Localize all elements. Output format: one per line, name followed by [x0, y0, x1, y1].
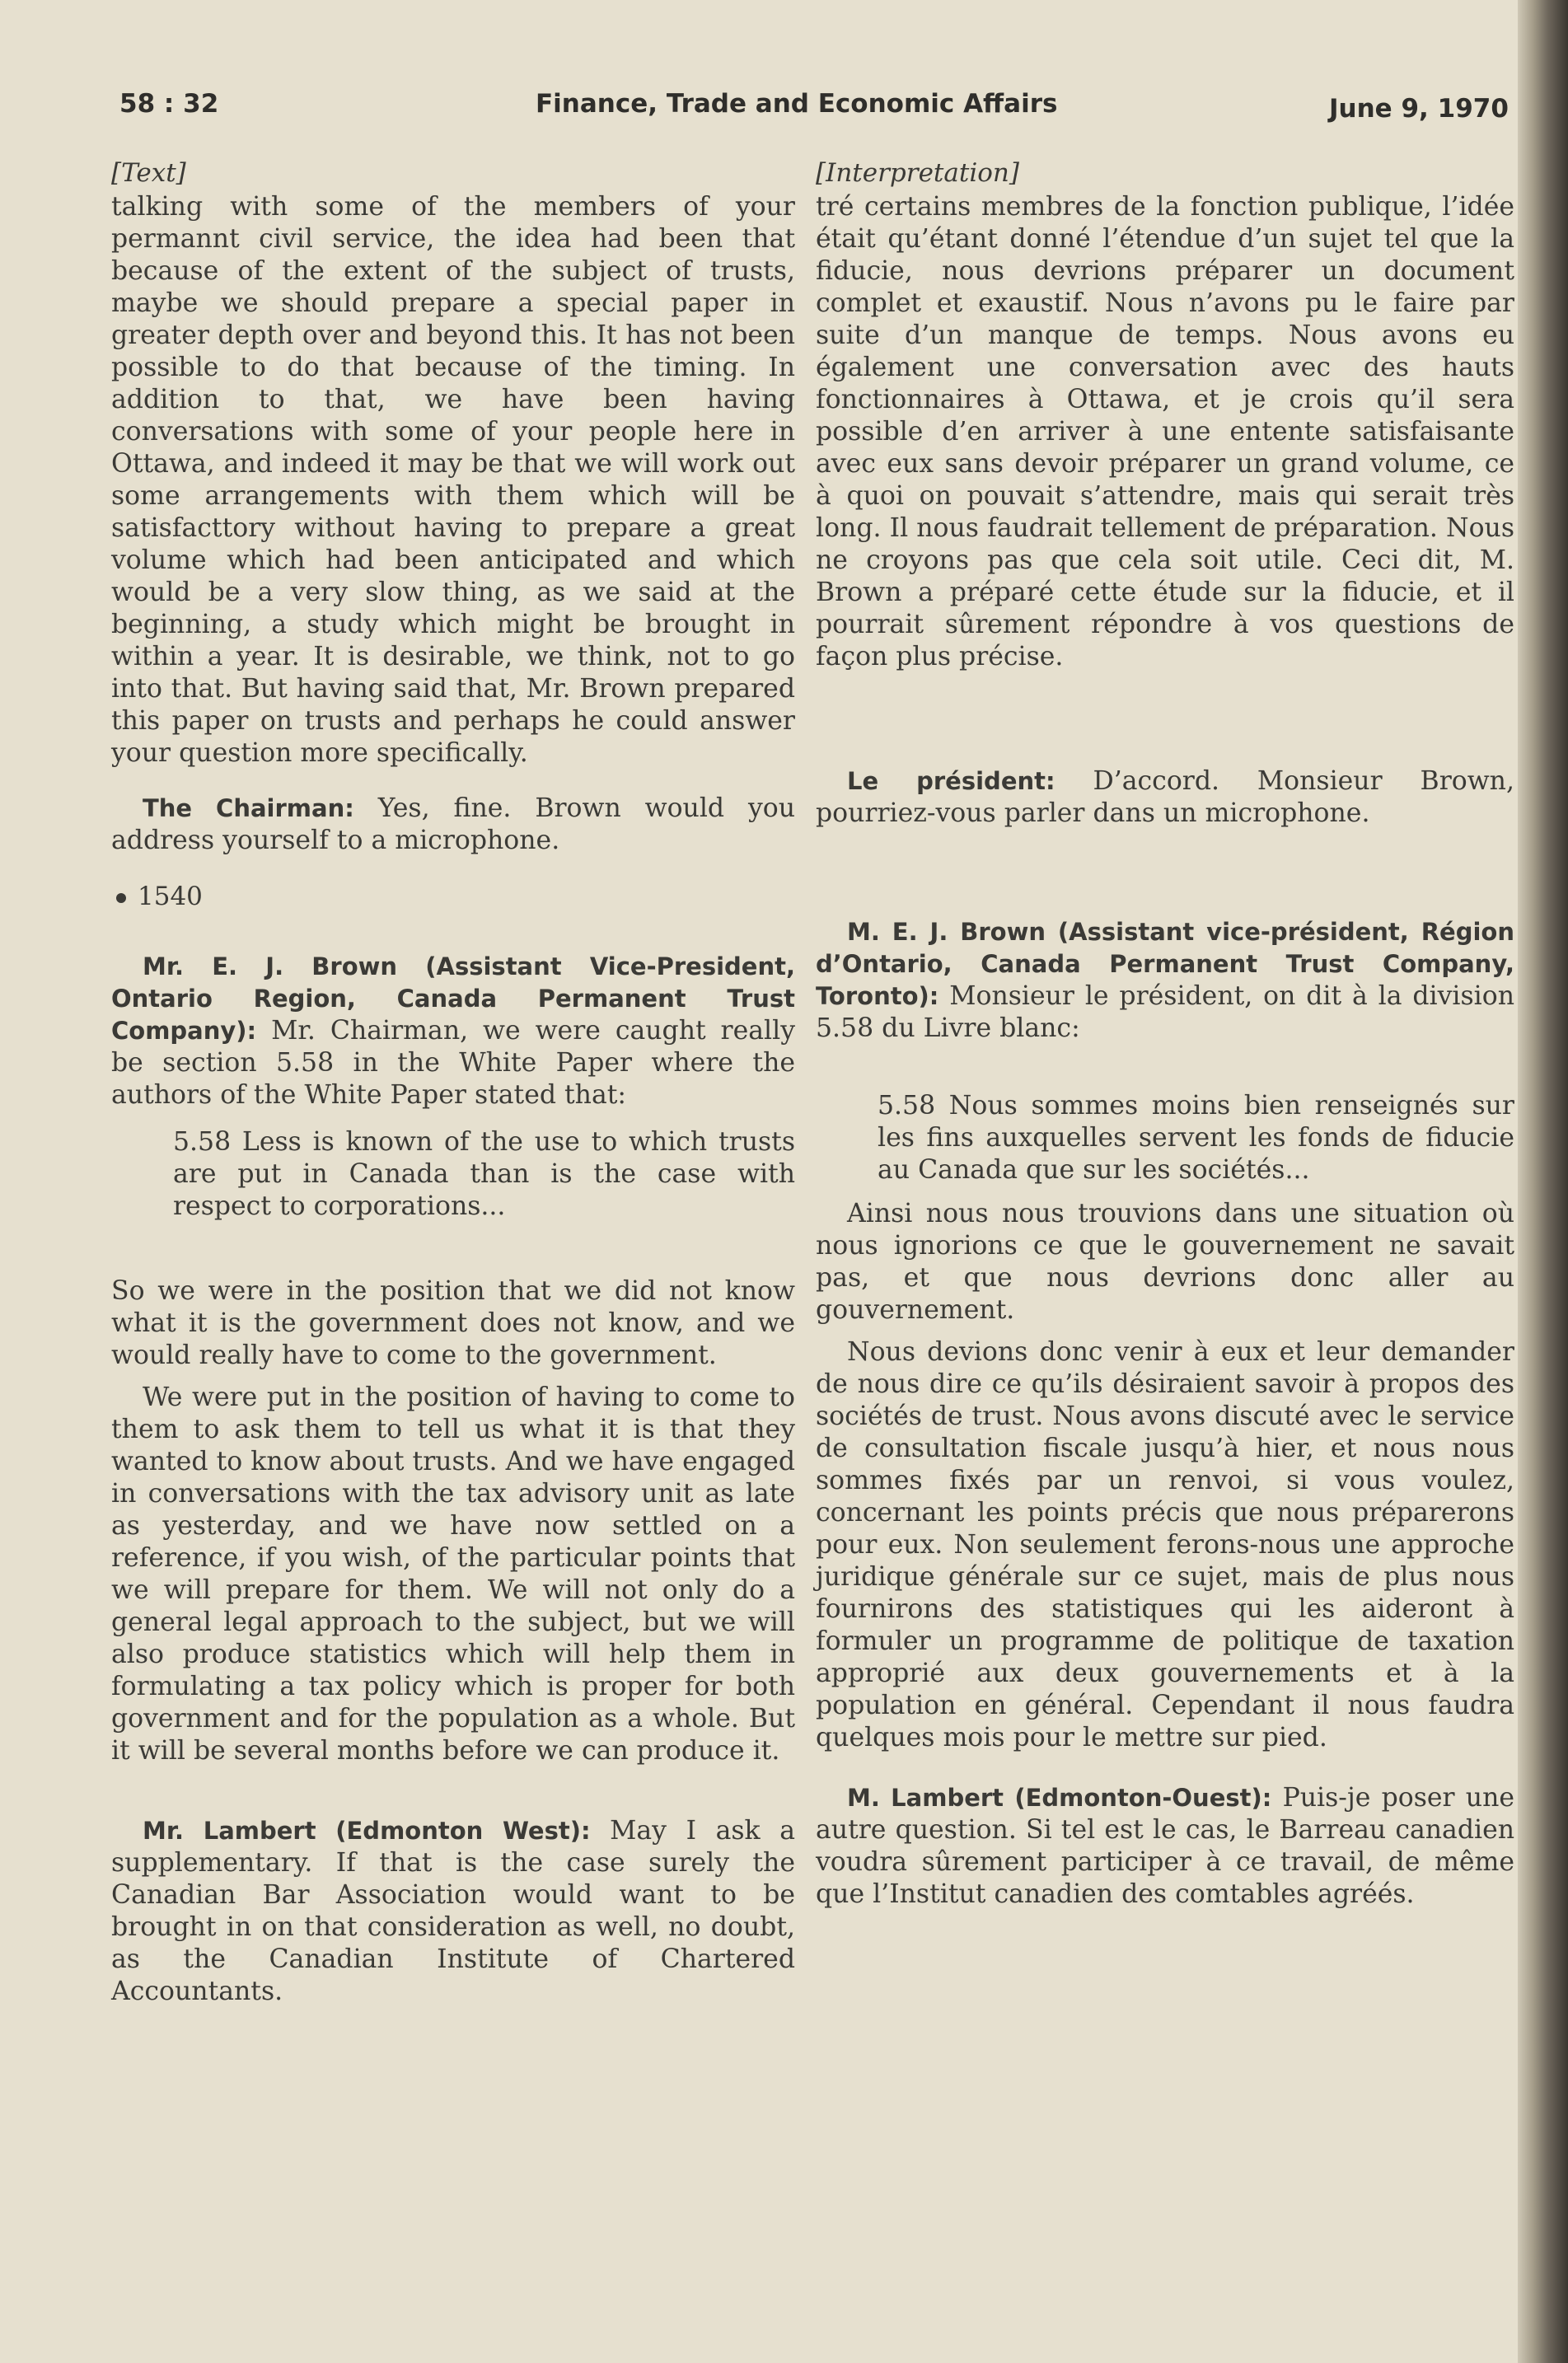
text-label: [Text] — [111, 158, 186, 188]
lambert-statement — [816, 1782, 1514, 1911]
statement-text: Yes, fine. Brown would you address yourself to a microphone. — [111, 793, 795, 855]
interpretation-label: [Interpretation] — [816, 158, 1019, 188]
page-date: June 9, 1970 — [1329, 94, 1509, 124]
time-marker — [111, 880, 795, 913]
chairman-statement — [111, 793, 795, 857]
speaker-name: The Chairman: — [143, 794, 354, 822]
speaker-name: Mr. Lambert (Edmonton West): — [143, 1817, 591, 1845]
running-title: Finance, Trade and Economic Affairs — [536, 89, 1058, 119]
speaker-name: M. E. J. Brown (Assistant vice-président, Région d’Ontario, Canada Permanent Trust Company, Toronto): — [816, 918, 1514, 1010]
speaker-name: Le président: — [847, 767, 1055, 795]
paragraph: Nous devions donc venir à eux et leur demander de nous dire ce qu’ils désiraient savoir à propos des sociétés de trust. Nous avons discuté avec le service de consultation fiscale jusqu’à hier, et nous nous sommes fixés par un renvoi, si vous voulez, concernant les points précis que nous préparerons pour eux. Non seulement ferons-nous une approche juridique générale sur ce sujet, mais de plus nous fournirons des statistiques qui les aideront à formuler un programme de politique de taxation approprié aux deux gouvernements et à la population en général. Cependant il nous faudra quelques mois pour le mettre sur pied. — [816, 1337, 1514, 1752]
brown-statement — [111, 951, 795, 1111]
statement-text: Mr. Chairman, we were caught really be section 5.58 in the White Paper where the authors of the White Paper stated that: — [111, 1016, 795, 1110]
statement-text: Monsieur le président, on dit à la division 5.58 du Livre blanc: — [816, 981, 1514, 1043]
statement-text: Puis-je poser une autre question. Si tel est le cas, le Barreau canadien voudra sûrement participer à ce travail, de même que l’Institut canadien des comtables agréés. — [816, 1783, 1514, 1909]
english-column — [111, 157, 795, 2008]
chairman-statement — [816, 765, 1514, 830]
time-marker-text: 1540 — [138, 882, 203, 911]
french-column — [816, 157, 1514, 1911]
white-paper-quote: 5.58 Nous sommes moins bien renseignés sur les fins auxquelles servent les fonds de fiducie au Canada que sur les sociétés... — [878, 1091, 1514, 1185]
bullet-icon — [116, 893, 126, 903]
paragraph: Ainsi nous nous trouvions dans une situation où nous ignorions ce que le gouvernement ne savait pas, et que nous devrions donc aller au gouvernement. — [816, 1199, 1514, 1325]
lambert-statement — [111, 1815, 795, 2008]
speaker-name: M. Lambert (Edmonton-Ouest): — [847, 1784, 1272, 1812]
speaker-name: Mr. E. J. Brown (Assistant Vice-President, Ontario Region, Canada Permanent Trust Company): — [111, 952, 795, 1045]
statement-text: May I ask a supplementary. If that is the case surely the Canadian Bar Association would want to be brought in on that consideration as well, no doubt, as the Canadian Institute of Chartered Accountants. — [111, 1816, 796, 2006]
white-paper-quote: 5.58 Less is known of the use to which trusts are put in Canada than is the case with respect to corporations... — [173, 1127, 795, 1221]
opening-paragraph: talking with some of the members of your permannt civil service, the idea had been that because of the extent of the subject of trusts, maybe we should prepare a special paper in greater depth over and beyond this. It has not been possible to do that because of the timing. In addition to that, we have been having conversations with some of your people here in Ottawa, and indeed it may be that we will work out some arrangements with them which will be satisfacttory without having to prepare a great volume which had been anticipated and which would be a very slow thing, as we said at the beginning, a study which might be brought in within a year. It is desirable, we think, not to go into that. But having said that, Mr. Brown prepared this paper on trusts and perhaps he could answer your question more specifically. — [111, 192, 795, 768]
paragraph: We were put in the position of having to come to them to ask them to tell us what it is that they wanted to know about trusts. And we have engaged in conversations with the tax advisory unit as late as yesterday, and we have now settled on a reference, if you wish, of the particular points that we will prepare for them. We will not only do a general legal approach to the subject, but we will also produce statistics which will help them in formulating a tax policy which is proper for both government and for the population as a whole. But it will be several months before we can produce it. — [111, 1383, 795, 1766]
page-header — [0, 89, 1568, 130]
book-spine-shadow — [1518, 0, 1568, 2363]
statement-text: D’accord. Monsieur Brown, pourriez-vous parler dans un microphone. — [816, 766, 1514, 828]
opening-paragraph: tré certains membres de la fonction publique, l’idée était qu’étant donné l’étendue d’un sujet tel que la fiducie, nous devrions préparer un document complet et exaustif. Nous n’avons pu le faire par suite d’un manque de temps. Nous avons eu également une conversation avec des hauts fonctionnaires à Ottawa, et je crois qu’il sera possible d’en arriver à une entente satisfaisante avec eux sans devoir préparer un grand volume, ce à quoi on pouvait s’attendre, mais qui serait très long. Il nous faudrait tellement de préparation. Nous ne croyons pas que cela soit utile. Ceci dit, M. Brown a préparé cette étude sur la fiducie, et il pourrait sûrement répondre à vos questions de façon plus précise. — [816, 192, 1514, 671]
paragraph: So we were in the position that we did not know what it is the government does not know, and we would really have to come to the government. — [111, 1276, 795, 1370]
page-number: 58 : 32 — [119, 89, 219, 119]
brown-statement — [816, 916, 1514, 1045]
